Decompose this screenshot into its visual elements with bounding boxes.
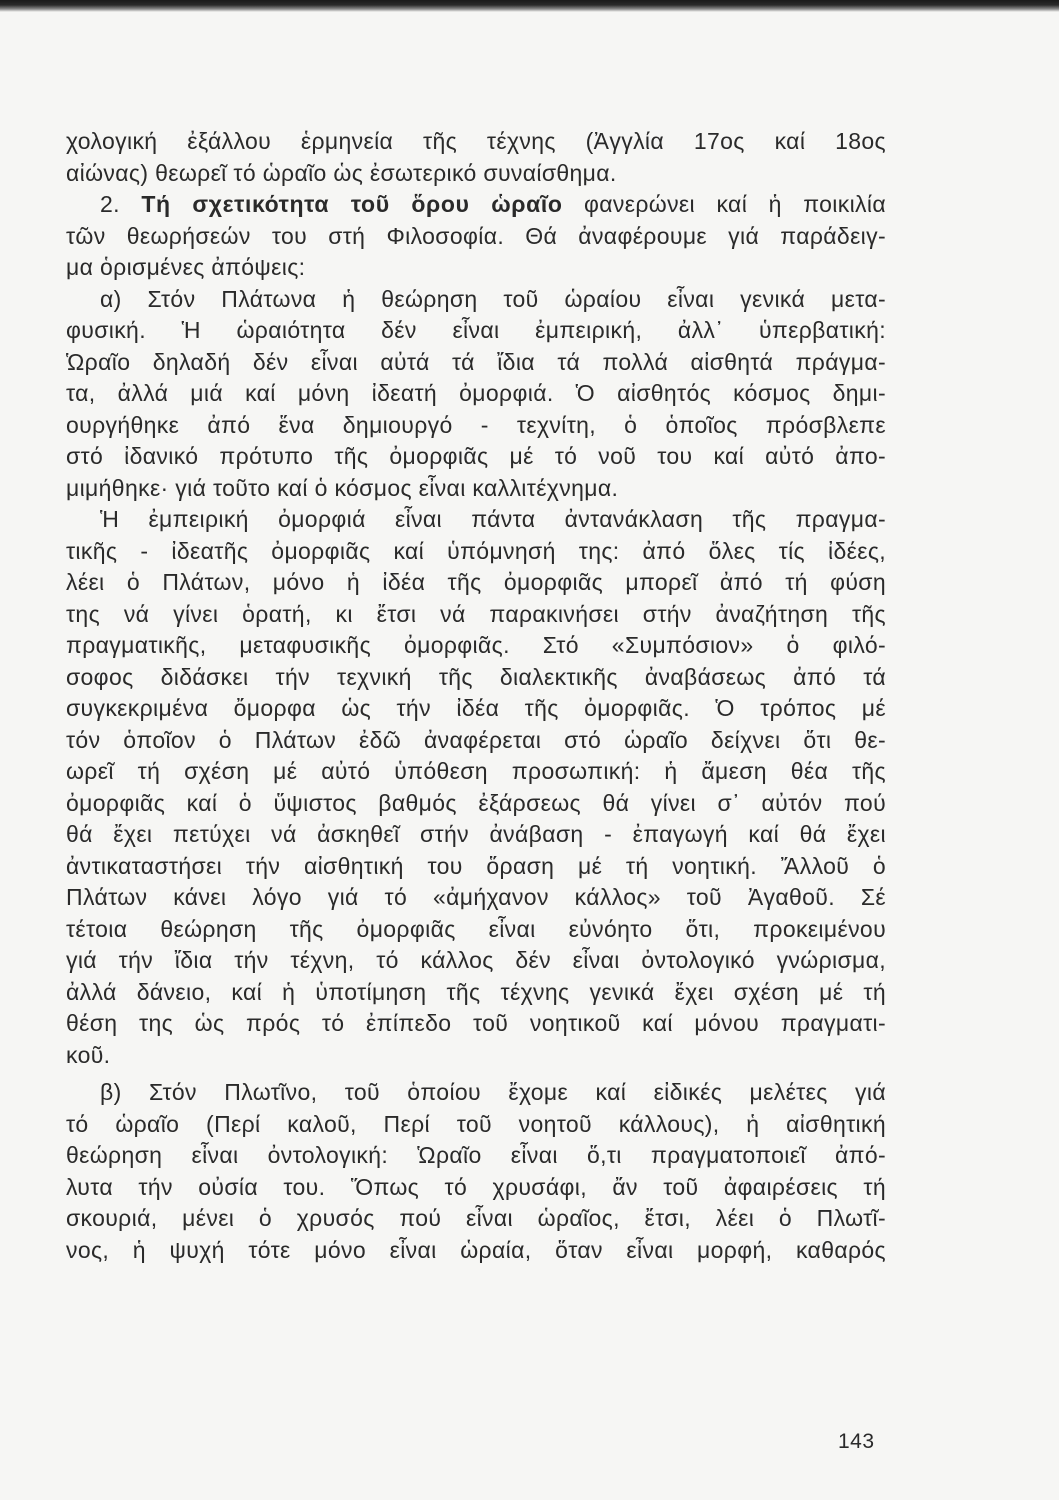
text-line: τα, ἀλλά μιά καί μόνη ἰδεατή ὀμορφιά. Ὁ αἰσθητός κόσμος δημι-: [66, 380, 886, 406]
text-line: κοῦ.: [66, 1041, 111, 1068]
text-line: ωρεῖ τή σχέση μέ αὐτό ὑπόθεση προσωπική: ἡ ἄμεση θέα τῆς: [66, 758, 886, 784]
text-line: Πλάτων κάνει λόγο γιά τό «ἀμήχανον κάλλος» τοῦ Ἀγαθοῦ. Σέ: [66, 884, 886, 910]
text-line: της νά γίνει ὁρατή, κι ἔτσι νά παρακινήσει στήν ἀναζήτηση τῆς: [66, 600, 886, 627]
text-line: ἀντικαταστήσει τήν αἰσθητική του ὅραση μέ τή νοητική. Ἄλλοῦ ὁ: [66, 852, 886, 879]
text-line: [66, 189, 886, 221]
text-fragment: φανερώνει καί ἡ ποικιλία: [562, 191, 887, 217]
text-line: τόν ὁποῖον ὁ Πλάτων ἐδῶ ἀναφέρεται στό ὡραῖο δείχνει ὅτι θε-: [66, 726, 886, 753]
text-line: θά ἔχει πετύχει νά ἀσκηθεῖ στήν ἀνάβαση - ἐπαγωγή καί θά ἔχει: [66, 821, 886, 847]
text-line: στό ἰδανικό πρότυπο τῆς ὀμορφιᾶς μέ τό νοῦ του καί αὐτό ἀπο-: [66, 443, 886, 469]
text-line: τέτοια θεώρηση τῆς ὀμορφιᾶς εἶναι εὐνόητο ὅτι, προκειμένου: [66, 915, 886, 942]
text-line: τό ὡραῖο (Περί καλοῦ, Περί τοῦ νοητοῦ κάλλους), ἡ αἰσθητική: [66, 1110, 886, 1137]
text-line: λυτα τήν οὐσία του. Ὅπως τό χρυσάφι, ἄν τοῦ ἀφαιρέσεις τή: [66, 1173, 886, 1200]
text-line: θεώρηση εἶναι ὀντολογική: Ὡραῖο εἶναι ὅ,τι πραγματοποιεῖ ἀπό-: [66, 1142, 886, 1168]
text-line: Ἡ ἐμπειρική ὀμορφιά εἶναι πάντα ἀντανάκλαση τῆς πραγμα-: [100, 506, 886, 532]
text-line: α) Στόν Πλάτωνα ἡ θεώρηση τοῦ ὡραίου εἶναι γενικά μετα-: [100, 285, 886, 312]
text-line: ἀλλά δάνειο, καί ἡ ὑποτίμηση τῆς τέχνης γενικά ἔχει σχέση μέ τή: [66, 978, 886, 1005]
text-line: τῶν θεωρήσεών του στή Φιλοσοφία. Θά ἀναφέρουμε γιά παράδειγ-: [66, 222, 886, 249]
page-number: 143: [838, 1430, 875, 1453]
scan-edge: [0, 0, 1059, 12]
text-line: μιμήθηκε· γιά τοῦτο καί ὁ κόσμος εἶναι καλλιτέχνημα.: [66, 474, 619, 501]
text-line: μα ὁρισμένες ἀπόψεις:: [66, 254, 306, 280]
text-line: αἰώνας) θεωρεῖ τό ὡραῖο ὡς ἐσωτερικό συναίσθημα.: [66, 159, 617, 186]
list-marker: 2.: [100, 191, 142, 217]
text-line: λέει ὁ Πλάτων, μόνο ἡ ἰδέα τῆς ὀμορφιᾶς μπορεῖ ἀπό τή φύση: [66, 569, 886, 595]
text-line: σοφος διδάσκει τήν τεχνική τῆς διαλεκτικῆς ἀναβάσεως ἀπό τά: [66, 663, 886, 690]
text-line: σκουριά, μένει ὁ χρυσός πού εἶναι ὡραῖος, ἔτσι, λέει ὁ Πλωτῖ-: [66, 1205, 886, 1231]
text-line: χολογική ἐξάλλου ἑρμηνεία τῆς τέχνης (Ἀγγλία 17ος καί 18ος: [66, 128, 886, 154]
text-line: ὀμορφιᾶς καί ὁ ὕψιστος βαθμός ἐξάρσεως θά γίνει σ᾽ αὐτόν πού: [66, 789, 886, 816]
text-line: πραγματικῆς, μεταφυσικῆς ὀμορφιᾶς. Στό «Συμπόσιον» ὁ φιλό-: [66, 632, 886, 658]
text-line: θέση της ὡς πρός τό ἐπίπεδο τοῦ νοητικοῦ καί μόνου πραγματι-: [66, 1010, 886, 1036]
text-line: Ὡραῖο δηλαδή δέν εἶναι αὐτά τά ἴδια τά πολλά αἰσθητά πράγμα-: [66, 348, 886, 375]
emphasized-heading: Τή σχετικότητα τοῦ ὅρου ὡραῖο: [141, 191, 563, 217]
text-line: συγκεκριμένα ὄμορφα ὡς τήν ἰδέα τῆς ὀμορφιᾶς. Ὁ τρόπος μέ: [66, 695, 886, 721]
text-line: φυσική. Ἡ ὡραιότητα δέν εἶναι ἐμπειρική, ἀλλ᾽ ὑπερβατική:: [66, 317, 886, 343]
text-line: β) Στόν Πλωτῖνο, τοῦ ὁποίου ἔχομε καί εἰδικές μελέτες γιά: [100, 1079, 886, 1105]
text-line: γιά τήν ἴδια τήν τέχνη, τό κάλλος δέν εἶναι ὀντολογικό γνώρισμα,: [66, 947, 886, 973]
book-page-text: [66, 126, 886, 1266]
text-line: τικῆς - ἰδεατῆς ὀμορφιᾶς καί ὑπόμνησή της: ἀπό ὅλες τίς ἰδέες,: [66, 537, 886, 564]
text-line: ουργήθηκε ἀπό ἕνα δημιουργό - τεχνίτη, ὁ ὁποῖος πρόσβλεπε: [66, 411, 886, 438]
text-line: νος, ἡ ψυχή τότε μόνο εἶναι ὡραία, ὅταν εἶναι μορφή, καθαρός: [66, 1236, 886, 1263]
